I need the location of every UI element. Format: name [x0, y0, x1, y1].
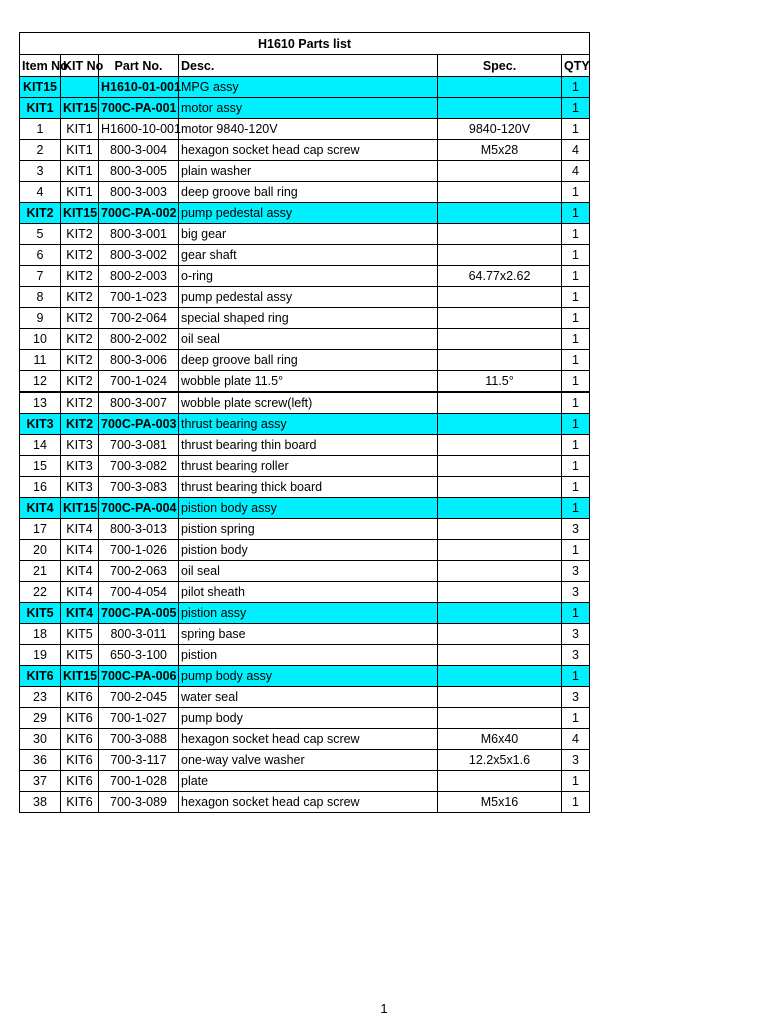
kit-no-cell: KIT1	[61, 182, 99, 203]
column-header-qty: QTY	[562, 55, 590, 77]
qty-cell: 3	[562, 687, 590, 708]
qty-cell: 3	[562, 645, 590, 666]
item-no-cell: 12	[20, 371, 61, 393]
table-row	[20, 161, 590, 182]
item-no-cell: 15	[20, 456, 61, 477]
qty-cell: 1	[562, 308, 590, 329]
kit-no-cell: KIT2	[61, 414, 99, 435]
item-no-cell: 8	[20, 287, 61, 308]
qty-cell: 1	[562, 666, 590, 687]
qty-cell: 3	[562, 561, 590, 582]
table-row	[20, 645, 590, 666]
part-no-cell: 700C-PA-002	[99, 203, 179, 224]
column-header-item-no: Item No	[20, 55, 61, 77]
spec-cell: 11.5°	[438, 371, 562, 393]
spec-cell	[438, 624, 562, 645]
desc-cell: gear shaft	[179, 245, 438, 266]
spec-cell	[438, 498, 562, 519]
table-row	[20, 519, 590, 540]
table-row	[20, 477, 590, 498]
part-no-cell: 800-3-004	[99, 140, 179, 161]
item-no-cell: 19	[20, 645, 61, 666]
kit-no-cell: KIT6	[61, 687, 99, 708]
qty-cell: 1	[562, 603, 590, 624]
spec-cell	[438, 561, 562, 582]
kit-no-cell: KIT2	[61, 329, 99, 350]
qty-cell: 1	[562, 203, 590, 224]
table-row	[20, 329, 590, 350]
desc-cell: spring base	[179, 624, 438, 645]
spec-cell	[438, 161, 562, 182]
column-header-part-no: Part No.	[99, 55, 179, 77]
part-no-cell: 700-3-117	[99, 750, 179, 771]
item-no-cell: KIT2	[20, 203, 61, 224]
part-no-cell: H1600-10-001	[99, 119, 179, 140]
part-no-cell: 700-3-082	[99, 456, 179, 477]
part-no-cell: 800-2-002	[99, 329, 179, 350]
kit-no-cell: KIT2	[61, 287, 99, 308]
item-no-cell: 37	[20, 771, 61, 792]
kit-no-cell: KIT1	[61, 161, 99, 182]
spec-cell	[438, 771, 562, 792]
table-row	[20, 392, 590, 414]
qty-cell: 3	[562, 519, 590, 540]
desc-cell: oil seal	[179, 329, 438, 350]
part-no-cell: 800-3-005	[99, 161, 179, 182]
table-row	[20, 792, 590, 813]
part-no-cell: 700-2-045	[99, 687, 179, 708]
table-row	[20, 224, 590, 245]
part-no-cell: 700-3-088	[99, 729, 179, 750]
table-row	[20, 561, 590, 582]
spec-cell	[438, 392, 562, 414]
kit-no-cell: KIT2	[61, 308, 99, 329]
spec-cell	[438, 582, 562, 603]
part-no-cell: 800-3-013	[99, 519, 179, 540]
kit-assembly-row	[20, 603, 590, 624]
item-no-cell: 7	[20, 266, 61, 287]
item-no-cell: 22	[20, 582, 61, 603]
spec-cell: 64.77x2.62	[438, 266, 562, 287]
desc-cell: MPG assy	[179, 77, 438, 98]
part-no-cell: 700-4-054	[99, 582, 179, 603]
kit-no-cell	[61, 77, 99, 98]
desc-cell: big gear	[179, 224, 438, 245]
column-header-kit-no: KIT No	[61, 55, 99, 77]
column-header-desc: Desc.	[179, 55, 438, 77]
table-row	[20, 287, 590, 308]
table-row	[20, 266, 590, 287]
desc-cell: motor 9840-120V	[179, 119, 438, 140]
qty-cell: 1	[562, 477, 590, 498]
kit-no-cell: KIT4	[61, 540, 99, 561]
kit-no-cell: KIT2	[61, 224, 99, 245]
qty-cell: 1	[562, 435, 590, 456]
kit-no-cell: KIT6	[61, 708, 99, 729]
table-row	[20, 140, 590, 161]
desc-cell: deep groove ball ring	[179, 182, 438, 203]
item-no-cell: 21	[20, 561, 61, 582]
item-no-cell: 9	[20, 308, 61, 329]
qty-cell: 1	[562, 119, 590, 140]
part-no-cell: 700-3-081	[99, 435, 179, 456]
item-no-cell: 14	[20, 435, 61, 456]
item-no-cell: 11	[20, 350, 61, 371]
item-no-cell: 1	[20, 119, 61, 140]
desc-cell: pistion assy	[179, 603, 438, 624]
qty-cell: 4	[562, 161, 590, 182]
table-row	[20, 708, 590, 729]
desc-cell: thrust bearing thin board	[179, 435, 438, 456]
part-no-cell: 700C-PA-005	[99, 603, 179, 624]
part-no-cell: 700-1-024	[99, 371, 179, 393]
table-row	[20, 687, 590, 708]
kit-assembly-row	[20, 98, 590, 119]
qty-cell: 1	[562, 245, 590, 266]
item-no-cell: KIT6	[20, 666, 61, 687]
item-no-cell: 2	[20, 140, 61, 161]
spec-cell	[438, 77, 562, 98]
spec-cell	[438, 435, 562, 456]
table-row	[20, 771, 590, 792]
qty-cell: 1	[562, 266, 590, 287]
item-no-cell: 4	[20, 182, 61, 203]
qty-cell: 1	[562, 287, 590, 308]
table-row	[20, 456, 590, 477]
part-no-cell: 700C-PA-004	[99, 498, 179, 519]
qty-cell: 3	[562, 624, 590, 645]
kit-no-cell: KIT6	[61, 792, 99, 813]
part-no-cell: 800-3-002	[99, 245, 179, 266]
parts-list-table	[19, 32, 590, 813]
desc-cell: pump pedestal assy	[179, 203, 438, 224]
spec-cell	[438, 98, 562, 119]
spec-cell	[438, 329, 562, 350]
item-no-cell: 5	[20, 224, 61, 245]
spec-cell	[438, 308, 562, 329]
desc-cell: pump body	[179, 708, 438, 729]
part-no-cell: 700-2-063	[99, 561, 179, 582]
part-no-cell: 700-2-064	[99, 308, 179, 329]
table-row	[20, 624, 590, 645]
spec-cell	[438, 687, 562, 708]
item-no-cell: 13	[20, 392, 61, 414]
kit-no-cell: KIT4	[61, 603, 99, 624]
part-no-cell: 800-3-001	[99, 224, 179, 245]
kit-no-cell: KIT3	[61, 435, 99, 456]
qty-cell: 1	[562, 371, 590, 393]
item-no-cell: 29	[20, 708, 61, 729]
desc-cell: one-way valve washer	[179, 750, 438, 771]
desc-cell: thrust bearing assy	[179, 414, 438, 435]
kit-no-cell: KIT6	[61, 750, 99, 771]
part-no-cell: 700C-PA-006	[99, 666, 179, 687]
desc-cell: hexagon socket head cap screw	[179, 729, 438, 750]
desc-cell: thrust bearing thick board	[179, 477, 438, 498]
table-row	[20, 308, 590, 329]
qty-cell: 1	[562, 182, 590, 203]
qty-cell: 1	[562, 224, 590, 245]
spec-cell	[438, 540, 562, 561]
qty-cell: 1	[562, 498, 590, 519]
table-row	[20, 245, 590, 266]
spec-cell	[438, 287, 562, 308]
desc-cell: pump body assy	[179, 666, 438, 687]
qty-cell: 1	[562, 77, 590, 98]
qty-cell: 1	[562, 456, 590, 477]
part-no-cell: 800-3-003	[99, 182, 179, 203]
kit-no-cell: KIT15	[61, 666, 99, 687]
kit-no-cell: KIT2	[61, 266, 99, 287]
kit-assembly-row	[20, 498, 590, 519]
qty-cell: 1	[562, 708, 590, 729]
desc-cell: hexagon socket head cap screw	[179, 792, 438, 813]
desc-cell: special shaped ring	[179, 308, 438, 329]
desc-cell: plate	[179, 771, 438, 792]
kit-no-cell: KIT6	[61, 771, 99, 792]
spec-cell: 9840-120V	[438, 119, 562, 140]
kit-no-cell: KIT6	[61, 729, 99, 750]
qty-cell: 3	[562, 750, 590, 771]
column-header-spec: Spec.	[438, 55, 562, 77]
desc-cell: motor assy	[179, 98, 438, 119]
spec-cell	[438, 708, 562, 729]
spec-cell	[438, 350, 562, 371]
spec-cell	[438, 645, 562, 666]
part-no-cell: 800-2-003	[99, 266, 179, 287]
table-row	[20, 182, 590, 203]
desc-cell: water seal	[179, 687, 438, 708]
spec-cell: 12.2x5x1.6	[438, 750, 562, 771]
table-row	[20, 729, 590, 750]
table-title: H1610 Parts list	[20, 33, 590, 55]
spec-cell: M5x16	[438, 792, 562, 813]
desc-cell: hexagon socket head cap screw	[179, 140, 438, 161]
kit-assembly-row	[20, 414, 590, 435]
desc-cell: o-ring	[179, 266, 438, 287]
qty-cell: 1	[562, 414, 590, 435]
item-no-cell: 3	[20, 161, 61, 182]
spec-cell	[438, 182, 562, 203]
spec-cell	[438, 456, 562, 477]
part-no-cell: 700-1-028	[99, 771, 179, 792]
item-no-cell: KIT5	[20, 603, 61, 624]
kit-no-cell: KIT3	[61, 456, 99, 477]
item-no-cell: 20	[20, 540, 61, 561]
part-no-cell: 700C-PA-003	[99, 414, 179, 435]
kit-no-cell: KIT5	[61, 624, 99, 645]
desc-cell: wobble plate 11.5°	[179, 371, 438, 393]
table-row	[20, 750, 590, 771]
page-number: 1	[380, 1001, 388, 1016]
spec-cell	[438, 477, 562, 498]
kit-no-cell: KIT3	[61, 477, 99, 498]
item-no-cell: 6	[20, 245, 61, 266]
desc-cell: pump pedestal assy	[179, 287, 438, 308]
table-row	[20, 540, 590, 561]
item-no-cell: KIT4	[20, 498, 61, 519]
table-row	[20, 119, 590, 140]
part-no-cell: 800-3-011	[99, 624, 179, 645]
desc-cell: pistion body	[179, 540, 438, 561]
qty-cell: 1	[562, 392, 590, 414]
qty-cell: 1	[562, 98, 590, 119]
spec-cell	[438, 666, 562, 687]
part-no-cell: 700C-PA-001	[99, 98, 179, 119]
part-no-cell: 800-3-006	[99, 350, 179, 371]
item-no-cell: 23	[20, 687, 61, 708]
part-no-cell: 700-1-027	[99, 708, 179, 729]
qty-cell: 3	[562, 582, 590, 603]
kit-no-cell: KIT5	[61, 645, 99, 666]
item-no-cell: 16	[20, 477, 61, 498]
part-no-cell: 700-1-023	[99, 287, 179, 308]
part-no-cell: H1610-01-001	[99, 77, 179, 98]
item-no-cell: 36	[20, 750, 61, 771]
kit-no-cell: KIT1	[61, 140, 99, 161]
item-no-cell: KIT1	[20, 98, 61, 119]
part-no-cell: 700-1-026	[99, 540, 179, 561]
part-no-cell: 800-3-007	[99, 392, 179, 414]
item-no-cell: 38	[20, 792, 61, 813]
kit-assembly-row	[20, 203, 590, 224]
table-row	[20, 435, 590, 456]
part-no-cell: 700-3-083	[99, 477, 179, 498]
desc-cell: pilot sheath	[179, 582, 438, 603]
spec-cell	[438, 414, 562, 435]
desc-cell: pistion	[179, 645, 438, 666]
kit-no-cell: KIT4	[61, 561, 99, 582]
spec-cell	[438, 224, 562, 245]
desc-cell: wobble plate screw(left)	[179, 392, 438, 414]
table-row	[20, 371, 590, 393]
desc-cell: plain washer	[179, 161, 438, 182]
desc-cell: oil seal	[179, 561, 438, 582]
kit-no-cell: KIT15	[61, 98, 99, 119]
kit-assembly-row	[20, 77, 590, 98]
spec-cell	[438, 603, 562, 624]
table-row	[20, 350, 590, 371]
kit-no-cell: KIT4	[61, 519, 99, 540]
kit-no-cell: KIT2	[61, 350, 99, 371]
qty-cell: 1	[562, 540, 590, 561]
qty-cell: 4	[562, 140, 590, 161]
item-no-cell: 30	[20, 729, 61, 750]
kit-no-cell: KIT2	[61, 371, 99, 393]
item-no-cell: 18	[20, 624, 61, 645]
item-no-cell: 17	[20, 519, 61, 540]
spec-cell: M6x40	[438, 729, 562, 750]
desc-cell: pistion body assy	[179, 498, 438, 519]
spec-cell	[438, 519, 562, 540]
item-no-cell: KIT3	[20, 414, 61, 435]
qty-cell: 4	[562, 729, 590, 750]
qty-cell: 1	[562, 329, 590, 350]
table-row	[20, 582, 590, 603]
desc-cell: pistion spring	[179, 519, 438, 540]
kit-assembly-row	[20, 666, 590, 687]
kit-no-cell: KIT1	[61, 119, 99, 140]
qty-cell: 1	[562, 771, 590, 792]
kit-no-cell: KIT4	[61, 582, 99, 603]
kit-no-cell: KIT2	[61, 245, 99, 266]
part-no-cell: 700-3-089	[99, 792, 179, 813]
item-no-cell: 10	[20, 329, 61, 350]
spec-cell	[438, 203, 562, 224]
table-title-row	[20, 33, 590, 55]
item-no-cell: KIT15	[20, 77, 61, 98]
table-header-row	[20, 55, 590, 77]
kit-no-cell: KIT2	[61, 392, 99, 414]
kit-no-cell: KIT15	[61, 498, 99, 519]
spec-cell: M5x28	[438, 140, 562, 161]
desc-cell: thrust bearing roller	[179, 456, 438, 477]
qty-cell: 1	[562, 792, 590, 813]
part-no-cell: 650-3-100	[99, 645, 179, 666]
desc-cell: deep groove ball ring	[179, 350, 438, 371]
qty-cell: 1	[562, 350, 590, 371]
kit-no-cell: KIT15	[61, 203, 99, 224]
spec-cell	[438, 245, 562, 266]
